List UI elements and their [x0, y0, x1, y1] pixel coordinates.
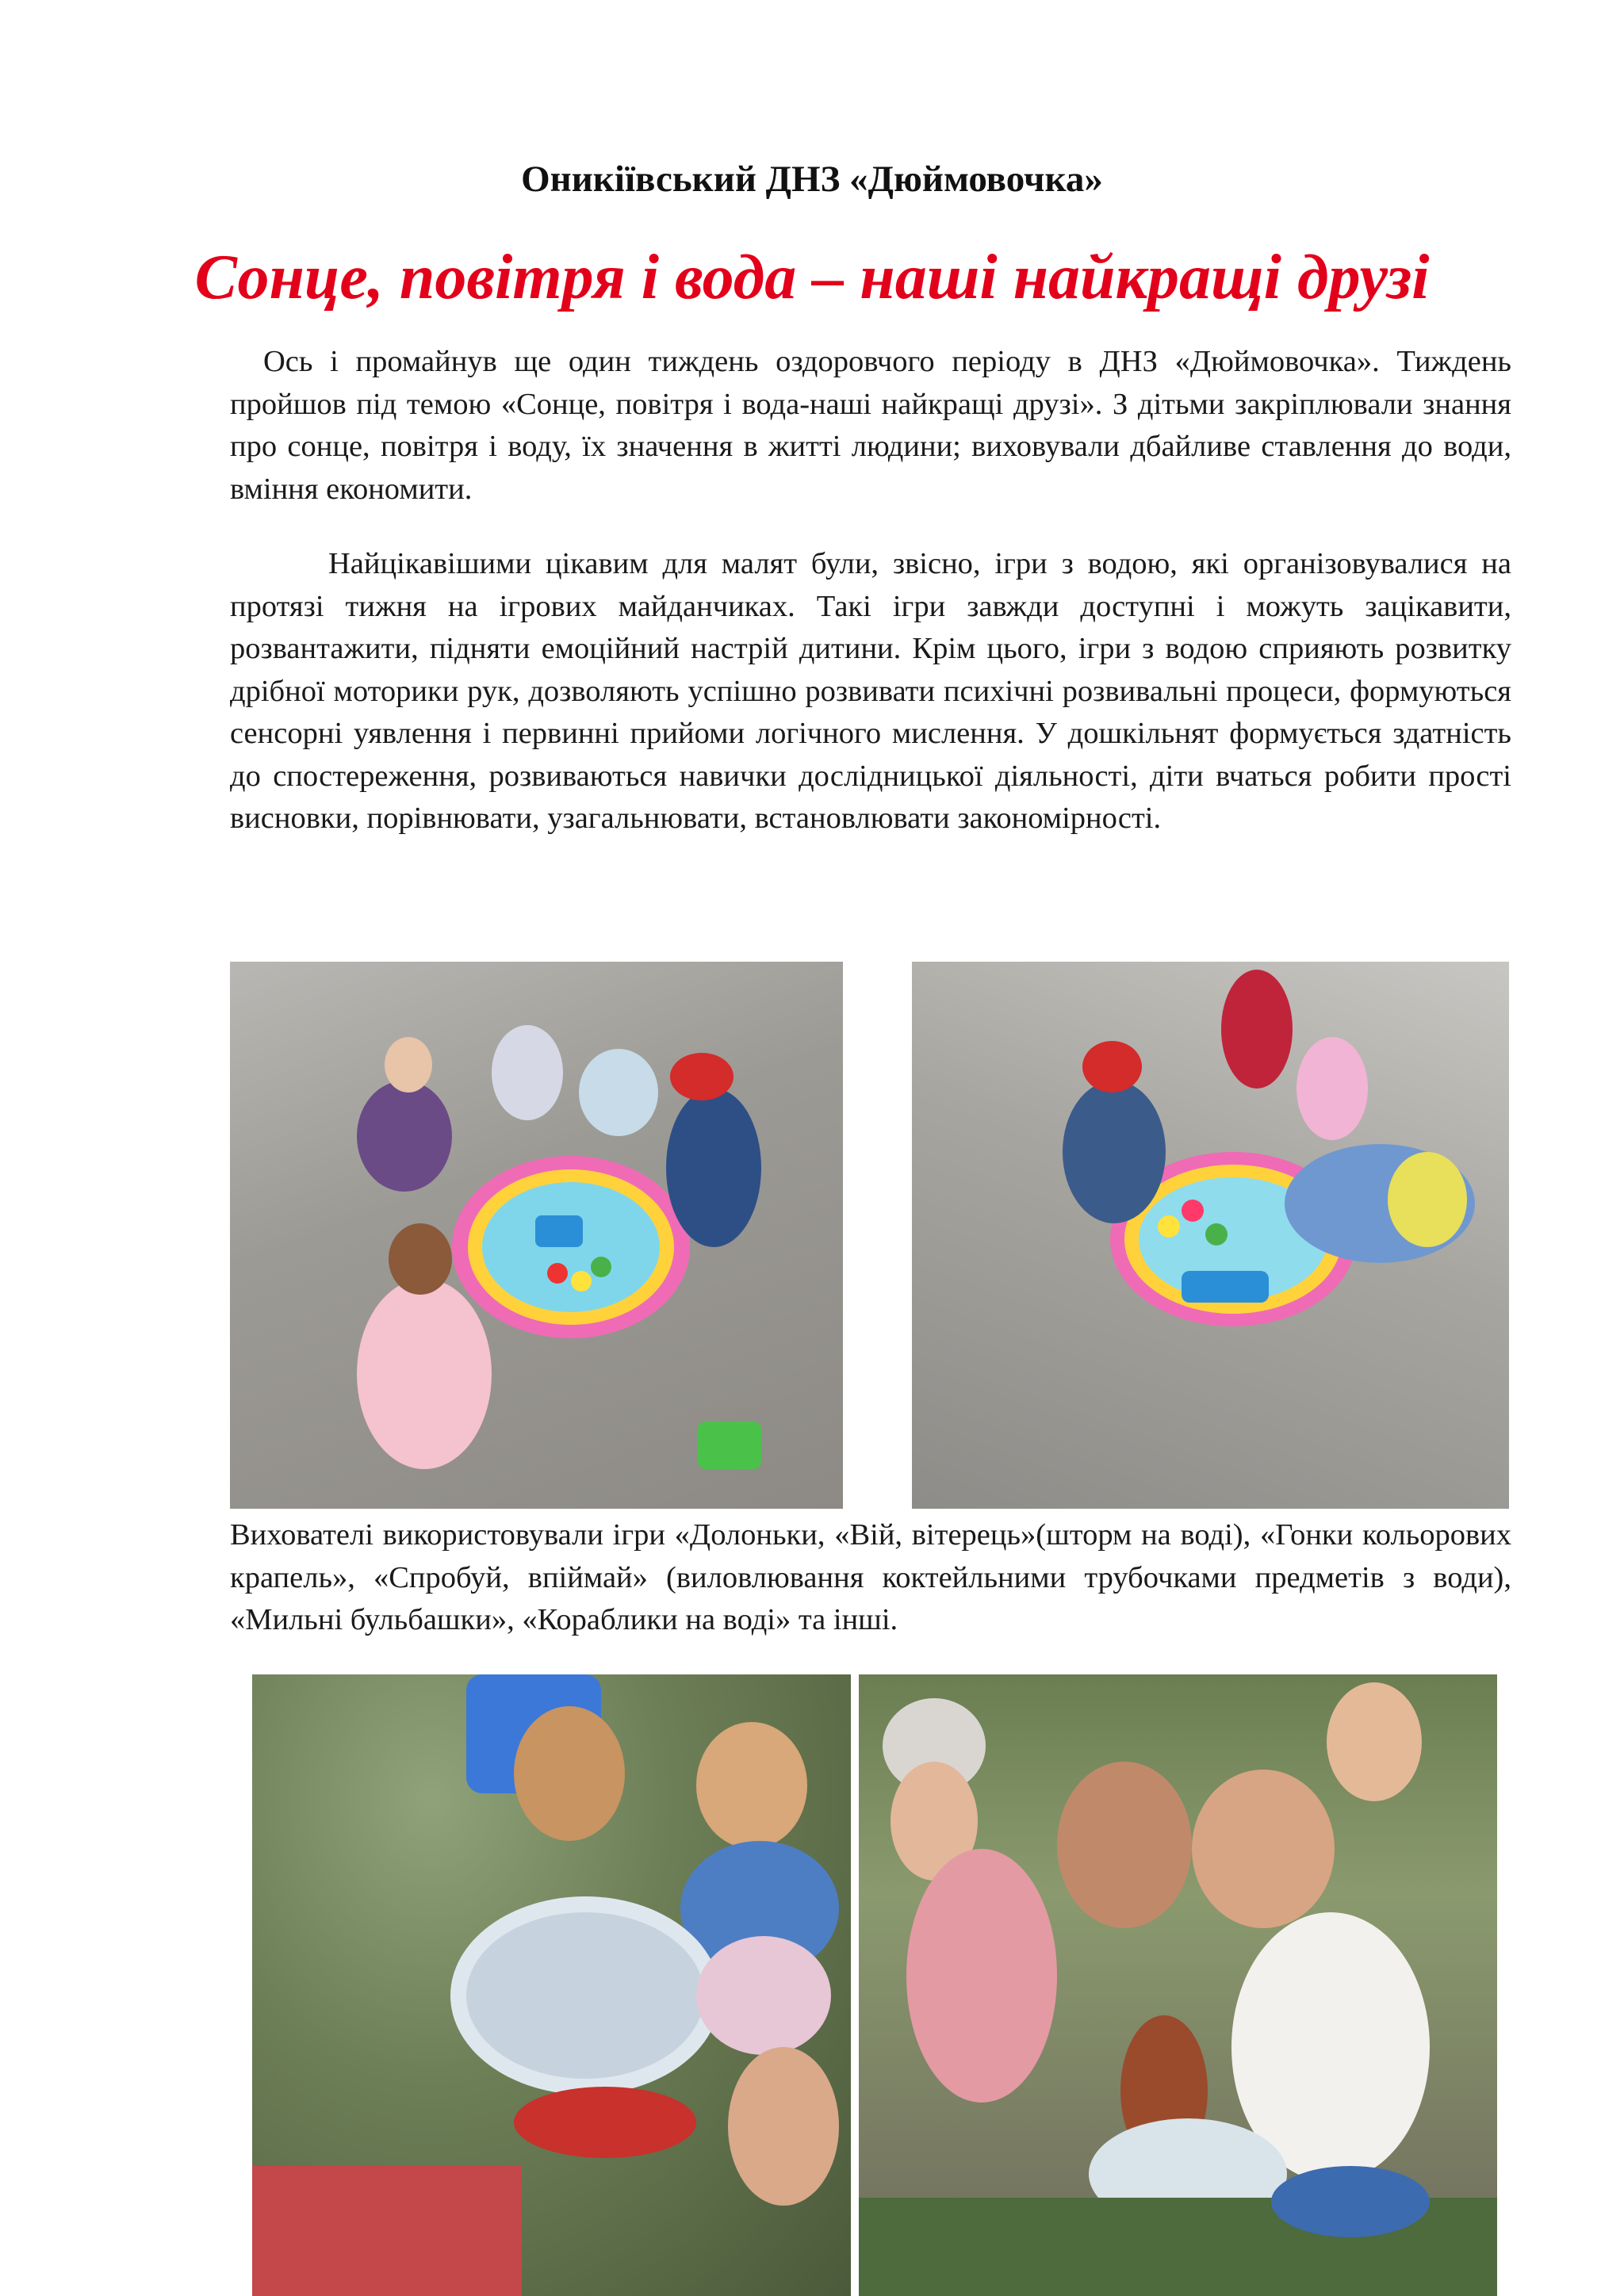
photo-children-pool-1 [230, 962, 843, 1509]
paragraph-water-games: Найцікавішими цікавим для малят були, звісно, ігри з водою, які організовувалися на протязі тижня на ігрових майданчиках. Такі ігри завжди доступні і можуть зацікавити, розвантажити, підняти емоційний настрій дитини. Крім цього, ігри з водою сприяють розвитку дрібної моторики рук, дозволяють успішно розвивати психічні розвивальні процеси, формуються сенсорні уявлення і первинні прийоми логічного мислення. У дошкільнят формується здатність до спостереження, розвиваються навички дослідницької діяльності, діти вчаться робити прості висновки, порівнювати, узагальнювати, встановлювати закономірності. [230, 547, 1511, 835]
paragraph-games-list: Вихователі використовували ігри «Долоньки, «Вій, вітерець»(шторм на воді), «Гонки кольорових крапель», «Спробуй, впіймай» (виловлювання коктейльними трубочками предметів з води), «Мильні бульбашки», «Кораблики на воді» та інші. [230, 1518, 1511, 1636]
photo-bubbles-bowl [252, 1674, 851, 2296]
organization-name: Оникіївський ДНЗ «Дюймовочка» [521, 159, 1103, 200]
paragraph-intro: Ось і промайнув ще один тиждень оздоровчого періоду в ДНЗ «Дюймовочка». Тиждень пройшов під темою «Сонце, повітря і вода-наші найкращі друзі». З дітьми закріплювали знання про сонце, повітря і воду, їх значення в житті людини; виховували дбайливе ставлення до води, вміння економити. [230, 345, 1511, 506]
photo-straws-jug [859, 1674, 1497, 2296]
article-title: Сонце, повітря і вода – наші найкращі друзі [194, 243, 1430, 312]
photo-children-pool-2 [912, 962, 1509, 1509]
